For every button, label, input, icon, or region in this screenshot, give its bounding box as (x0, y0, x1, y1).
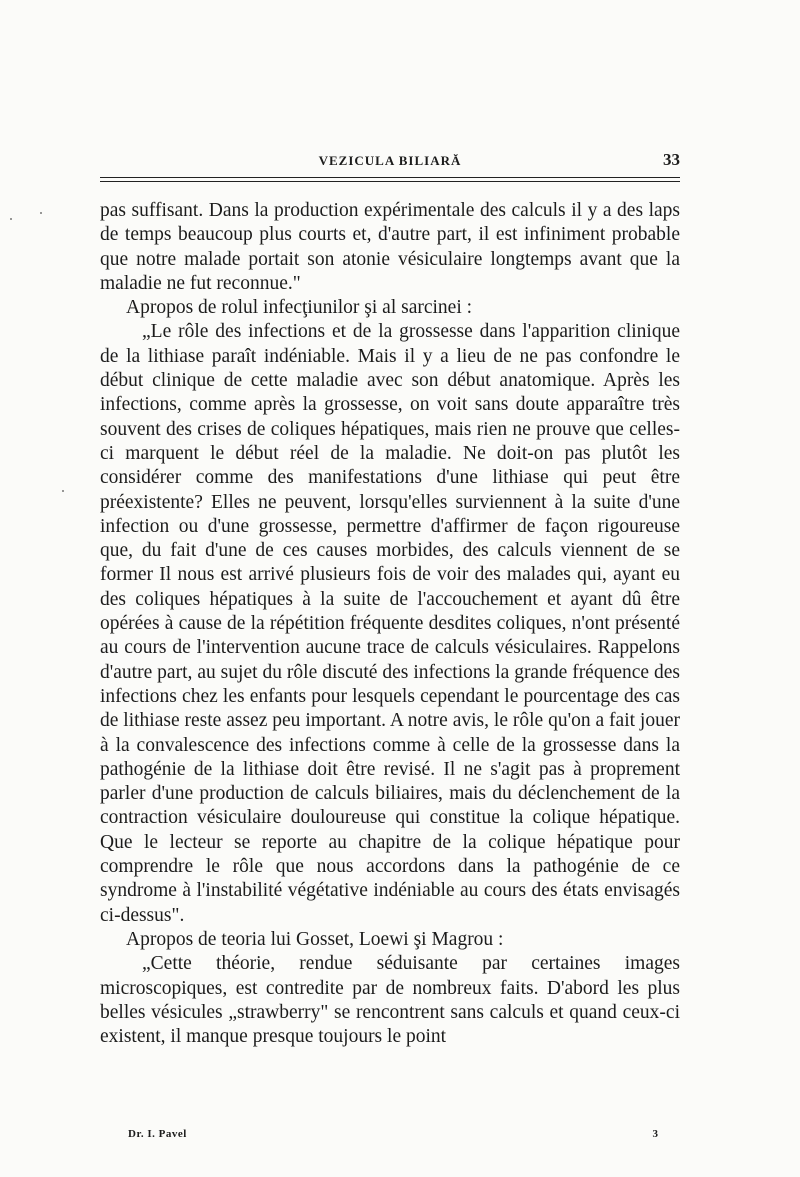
footer-signature: 3 (652, 1128, 658, 1140)
body-text (100, 199, 680, 1049)
scan-speck (62, 490, 64, 492)
paragraph: Apropos de rolul infecţiunilor şi al sarcinei : (126, 297, 473, 319)
running-title: VEZICULA BILIARĂ (318, 153, 462, 168)
header-rule-bottom (100, 181, 680, 182)
header-rule-top (100, 177, 680, 178)
paragraph: „Le rôle des infections et de la grossesse dans l'apparition clinique de la lithiase paraît indéniable. Mais il y a lieu de ne pas confondre le début clinique de cette maladie avec son début anatomique. Après les infections, comme après la grossesse, on voit sans doute apparaître très souvent des crises de coliques hépatiques, mais rien ne prouve que celles-ci marquent le début réel de la maladie. Ne doit-on pas plutôt les considérer comme des manifestations d'une lithiase qui peut être préexistente? Elles ne peuvent, lorsqu'elles surviennent à la suite d'une infection ou d'une grossesse, permettre d'affirmer de façon rigoureuse que, du fait d'une de ces causes morbides, des calculs viennent de se former Il nous est arrivé plusieurs fois de voir des malades qui, ayant eu des coliques hépatiques à la suite de l'accouchement et ayant dû être opérées à cause de la répétition fréquente desdites coliques, n'ont présenté au cours de l'intervention aucune trace de calculs vésiculaires. Rappelons d'autre part, au sujet du rôle discuté des infections la grande fréquence des infections chez les enfants pour lesquels cependant le pourcentage des cas de lithiase reste assez peu important. A notre avis, le rôle qu'on a fait jouer à la convalescence des infections comme à celle de la grossesse dans la pathogénie de la lithiase doit être revisé. Il ne s'agit pas à proprement parler d'une production de calculs biliaires, mais du déclenchement de la contraction vésiculaire douloureuse qui constitue la colique hépatique. Que le lecteur se reporte au chapitre de la colique hépatique pour comprendre le rôle que nous accordons dans la pathogénie de ce syndrome à l'instabilité végétative indéniable au cours des états envisagés ci-dessus". (100, 321, 680, 926)
footer-author: Dr. I. Pavel (128, 1128, 187, 1140)
paragraph: „Cette théorie, rendue séduisante par certaines images microscopiques, est contredite par de nombreux faits. D'abord les plus belles vésicules „strawberry" se rencontrent sans calculs et quand ceux-ci existent, il manque presque toujours le point (100, 953, 680, 1048)
paragraph: pas suffisant. Dans la production expérimentale des calculs il y a des laps de temps beaucoup plus courts et, d'autre part, il est infiniment probable que notre malade portait son atonie vésiculaire longtemps avant que la maladie ne fut reconnue." (100, 200, 680, 294)
paragraph: Apropos de teoria lui Gosset, Loewi şi Magrou : (126, 928, 504, 950)
scan-speck (10, 218, 12, 220)
page-number: 33 (663, 150, 680, 169)
page-footer (128, 1128, 658, 1148)
scan-speck (40, 212, 42, 214)
running-head (100, 150, 680, 174)
